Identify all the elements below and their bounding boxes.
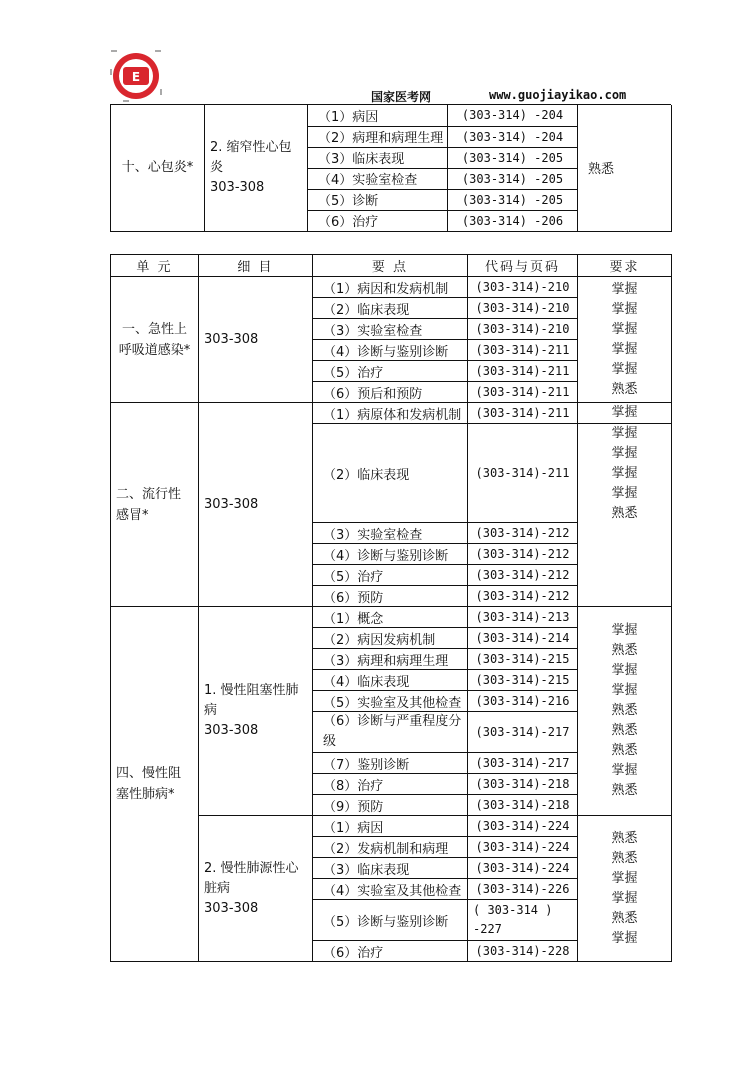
- req-item: 掌握: [611, 763, 638, 778]
- subtopic-title: 2. 缩窄性心包炎: [210, 139, 292, 175]
- code-cell: (303-314)-218: [468, 795, 578, 816]
- code-cell: (303-314)-210: [468, 277, 578, 298]
- req-item: 熟悉: [611, 743, 638, 758]
- code-cell: (303-314) -206: [448, 210, 578, 231]
- point-cell: （3）临床表现: [308, 147, 448, 168]
- req-item: 掌握: [611, 486, 638, 501]
- req-item: 掌握: [611, 301, 638, 317]
- code-cell: (303-314)-212: [468, 523, 578, 544]
- point-cell: （5）实验室及其他检查: [313, 691, 468, 712]
- code-cell: (303-314)-218: [468, 774, 578, 795]
- req-item: 熟悉: [611, 850, 638, 866]
- code-cell: (303-314) -205: [448, 168, 578, 189]
- point-cell: （5）治疗: [313, 565, 468, 586]
- subtopic-cell: [199, 607, 313, 816]
- subtopic-cell: 303-308: [199, 403, 313, 607]
- code-cell: (303-314)-211: [468, 340, 578, 361]
- code-cell: (303-314)-211: [468, 361, 578, 382]
- subtopic-cell: 303-308: [199, 277, 313, 403]
- code-cell: (303-314)-224: [468, 837, 578, 858]
- req-item: 掌握: [611, 870, 638, 886]
- req-item: 熟悉: [611, 910, 638, 926]
- svg-text:E: E: [131, 70, 141, 84]
- req-item: 掌握: [611, 281, 638, 297]
- point-cell: （6）治疗: [313, 941, 468, 962]
- point-cell: （4）临床表现: [313, 670, 468, 691]
- requirement-cell: [578, 424, 672, 607]
- unit-cell: 二、流行性感冒*: [111, 403, 199, 607]
- point-cell: （3）实验室检查: [313, 523, 468, 544]
- req-item: 熟悉: [611, 643, 638, 658]
- subtopic-code: 303-308: [210, 179, 265, 195]
- requirement-cell: [578, 607, 672, 816]
- point-cell: （3）病理和病理生理: [313, 649, 468, 670]
- site-logo: [110, 50, 162, 102]
- code-cell: (303-314)-217: [468, 753, 578, 774]
- req-item: 掌握: [611, 683, 638, 698]
- point-cell: （8）治疗: [313, 774, 468, 795]
- header-point: 要 点: [313, 255, 468, 277]
- point-cell: （6）诊断与严重程度分级: [313, 712, 468, 753]
- req-item: 熟悉: [611, 830, 638, 846]
- subtopic-code: 303-308: [204, 723, 259, 738]
- header-code: 代码与页码: [468, 255, 578, 277]
- code-cell: (303-314)-224: [468, 858, 578, 879]
- code-cell: (303-314)-226: [468, 879, 578, 900]
- point-cell: （2）病因发病机制: [313, 628, 468, 649]
- req-item: 掌握: [611, 663, 638, 678]
- req-item: 掌握: [611, 930, 638, 946]
- code-cell: (303-314) -204: [448, 105, 578, 126]
- point-cell: （9）预防: [313, 795, 468, 816]
- code-cell: (303-314)-212: [468, 544, 578, 565]
- code-cell: (303-314)-214: [468, 628, 578, 649]
- subtopic-code: 303-308: [204, 900, 259, 916]
- subtopic-cell: [205, 105, 308, 231]
- code-cell: (303-314)-210: [468, 298, 578, 319]
- header-requirement: 要求: [578, 255, 672, 277]
- point-cell: （1）病因: [308, 105, 448, 126]
- code-cell: (303-314)-215: [468, 670, 578, 691]
- point-cell: （2）发病机制和病理: [313, 837, 468, 858]
- point-cell: （1）病因: [313, 816, 468, 837]
- point-cell: （5）治疗: [313, 361, 468, 382]
- req-item: 掌握: [611, 623, 638, 638]
- req-item: 熟悉: [611, 506, 638, 521]
- requirement-cell: [578, 816, 672, 962]
- code-cell: ( 303-314 ) -227: [468, 900, 578, 941]
- code-cell: (303-314)-213: [468, 607, 578, 628]
- point-cell: （1）病因和发病机制: [313, 277, 468, 298]
- point-cell: （4）实验室检查: [308, 168, 448, 189]
- code-cell: (303-314) -204: [448, 126, 578, 147]
- req-item: 掌握: [611, 321, 638, 337]
- point-cell: （3）实验室检查: [313, 319, 468, 340]
- point-cell: （2）临床表现: [313, 424, 468, 523]
- req-item: 掌握: [611, 426, 638, 441]
- code-cell: (303-314)-211: [468, 403, 578, 424]
- unit-cell: 四、慢性阻塞性肺病*: [111, 607, 199, 962]
- site-url[interactable]: www.guojiayikao.com: [489, 88, 627, 102]
- point-cell: （3）临床表现: [313, 858, 468, 879]
- point-cell: （2）临床表现: [313, 298, 468, 319]
- point-cell: （1）概念: [313, 607, 468, 628]
- point-cell: （4）诊断与鉴别诊断: [313, 544, 468, 565]
- code-cell: (303-314)-211: [468, 424, 578, 523]
- subtopic-title: 1. 慢性阻塞性肺病: [204, 683, 299, 718]
- req-item: 掌握: [611, 890, 638, 906]
- syllabus-table-pericarditis: [110, 105, 672, 232]
- code-cell: (303-314) -205: [448, 147, 578, 168]
- req-item: 掌握: [611, 466, 638, 481]
- req-item: 熟悉: [611, 703, 638, 718]
- req-item: 熟悉: [611, 381, 638, 397]
- req-item: 熟悉: [611, 783, 638, 798]
- point-cell: （5）诊断与鉴别诊断: [313, 900, 468, 941]
- code-cell: (303-314)-212: [468, 586, 578, 607]
- req-item: 熟悉: [611, 723, 638, 738]
- point-cell: （1）病原体和发病机制: [313, 403, 468, 424]
- req-item: 掌握: [611, 341, 638, 357]
- code-cell: (303-314)-211: [468, 382, 578, 403]
- point-cell: （6）预后和预防: [313, 382, 468, 403]
- req-item: 掌握: [611, 361, 638, 377]
- code-cell: (303-314)-228: [468, 941, 578, 962]
- code-cell: (303-314)-210: [468, 319, 578, 340]
- point-cell: （6）治疗: [308, 210, 448, 231]
- unit-cell: 一、急性上呼吸道感染*: [111, 277, 199, 403]
- subtopic-title: 2. 慢性肺源性心脏病: [204, 860, 299, 896]
- point-cell: （6）预防: [313, 586, 468, 607]
- code-cell: (303-314)-224: [468, 816, 578, 837]
- header-subtopic: 细 目: [199, 255, 313, 277]
- code-cell: (303-314)-212: [468, 565, 578, 586]
- req-item: 掌握: [611, 446, 638, 461]
- code-cell: (303-314)-216: [468, 691, 578, 712]
- unit-cell: 十、心包炎*: [111, 105, 205, 231]
- point-cell: （4）诊断与鉴别诊断: [313, 340, 468, 361]
- point-cell: （7）鉴别诊断: [313, 753, 468, 774]
- point-cell: （4）实验室及其他检查: [313, 879, 468, 900]
- header-unit: 单 元: [111, 255, 199, 277]
- subtopic-cell: [199, 816, 313, 962]
- requirement-cell: 掌握: [578, 403, 672, 424]
- requirement-cell: 熟悉: [578, 105, 672, 231]
- code-cell: (303-314)-215: [468, 649, 578, 670]
- requirement-cell: [578, 277, 672, 403]
- syllabus-table-respiratory: [110, 254, 672, 962]
- site-name: 国家医考网: [371, 90, 432, 104]
- code-cell: (303-314)-217: [468, 712, 578, 753]
- code-cell: (303-314) -205: [448, 189, 578, 210]
- point-cell: （2）病理和病理生理: [308, 126, 448, 147]
- point-cell: （5）诊断: [308, 189, 448, 210]
